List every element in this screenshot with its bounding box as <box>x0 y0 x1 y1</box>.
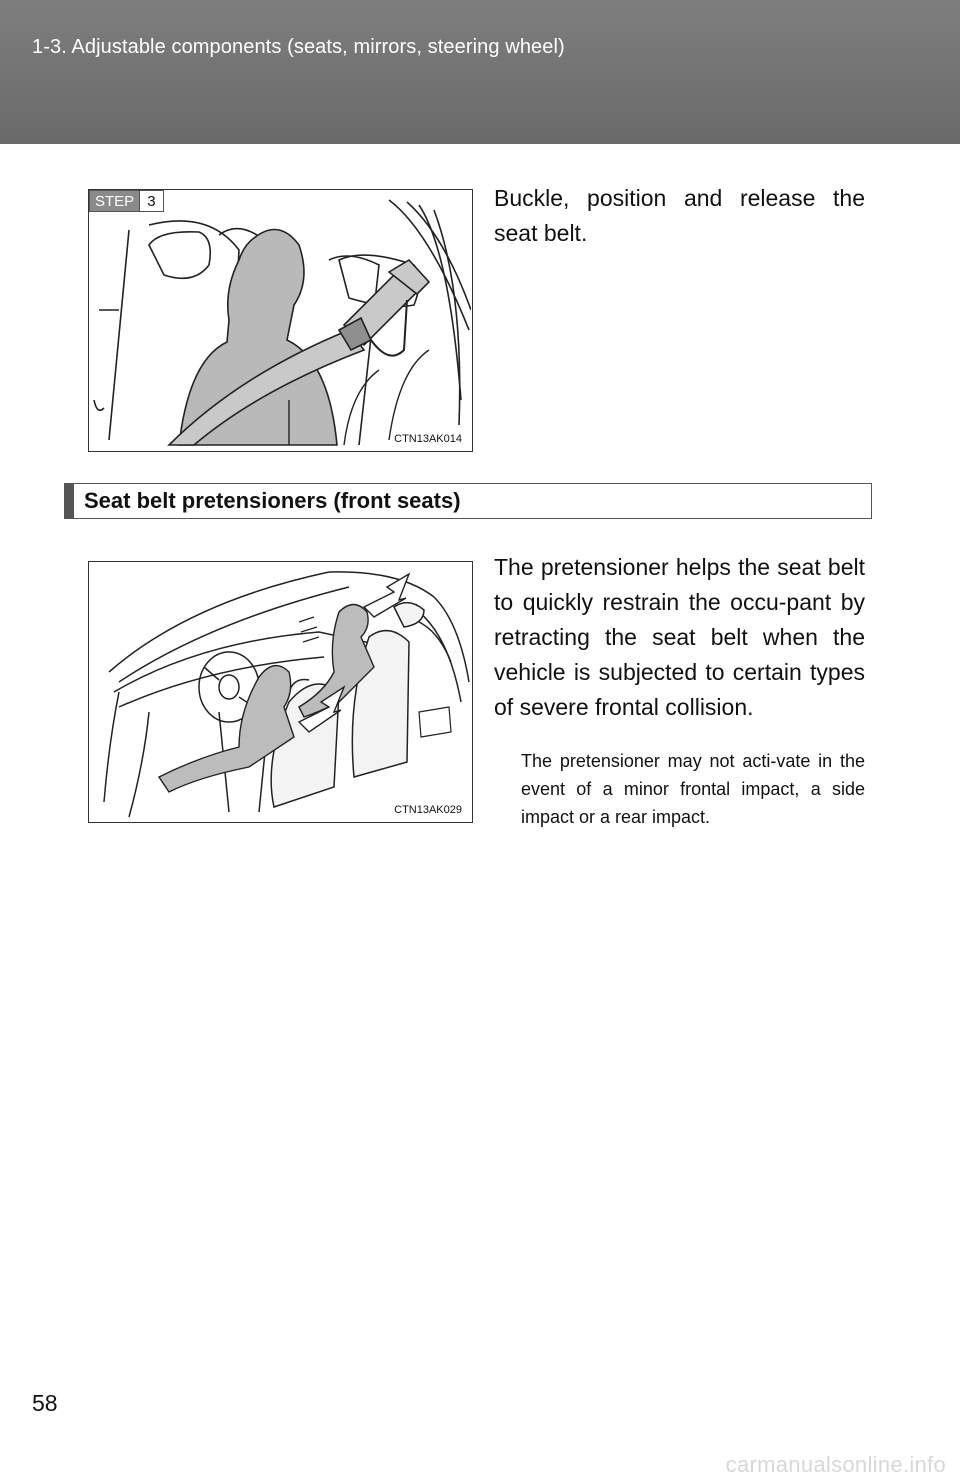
step-label: STEP <box>89 190 140 212</box>
header-title: 1-3. Adjustable components (seats, mirrors, steering wheel) <box>32 36 565 58</box>
page-number: 58 <box>32 1390 58 1416</box>
pretensioner-illustration <box>88 561 473 823</box>
seat-belt-illustration <box>88 189 473 452</box>
section-heading-text: Seat belt pretensioners (front seats) <box>84 488 461 513</box>
step-instruction: Buckle, position and release the seat belt. <box>494 185 865 246</box>
watermark: carmanualsonline.info <box>725 1452 946 1477</box>
step-badge <box>89 190 164 212</box>
figure-code: CTN13AK014 <box>394 433 462 445</box>
cabin-drawing <box>89 562 471 821</box>
step-number: 3 <box>140 190 163 212</box>
figure-code: CTN13AK029 <box>394 804 462 816</box>
belted-occupant-drawing <box>89 190 471 450</box>
section-body: The pretensioner helps the seat belt to quickly restrain the occu-pant by retracting the seat belt when the vehicle is subjected to certain types of severe frontal collision. <box>494 554 865 720</box>
page-header <box>0 0 960 144</box>
section-heading <box>64 483 872 519</box>
section-note: The pretensioner may not acti-vate in the event of a minor frontal impact, a side impact or a rear impact. <box>521 751 865 827</box>
